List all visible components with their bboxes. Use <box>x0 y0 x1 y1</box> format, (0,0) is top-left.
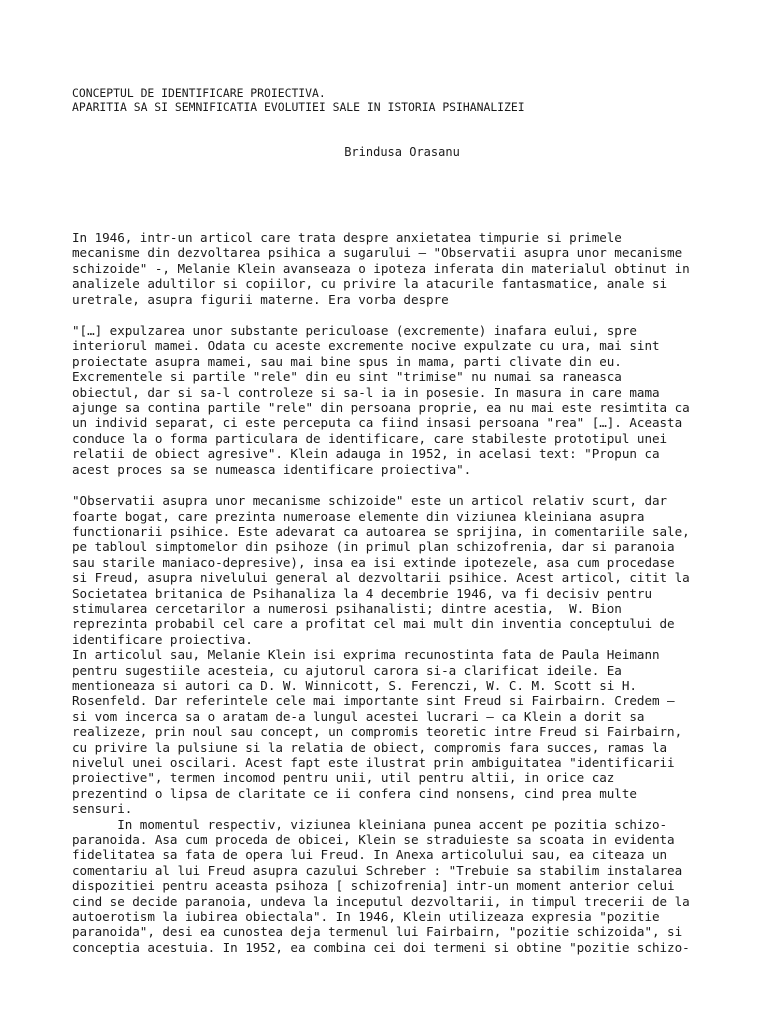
paragraph-discussion: "Observatii asupra unor mecanisme schizoide" este un articol relativ scurt, dar foarte bogat, care prezinta numeroase elemente din viziunea kleiniana asupra functionarii psihice. Este adevarat ca autoarea se sprijina, in comentariile sale, pe tabloul simptomelor din psihoze (in primul plan schizofrenia, dar si paranoia sau starile maniaco-depresive), insa ea isi extinde ipotezele, asa cum procedase si Freud, asupra nivelului general al dezvoltarii psihice. Acest articol, citit la Societatea britanica de Psihanaliza la 4 decembrie 1946, va fi decisiv pentru stimularea cercetarilor a numerosi psihanalisti; dintre acestia, W. Bion reprezinta probabil cel care a profitat cel mai mult din inventia conceptului de identificare proiectiva. In articolul sau, Melanie Klein isi exprima recunostinta fata de Paula Heimann pentru sugestiile acesteia, cu ajutorul carora si-a clarificat ideile. Ea mentioneaza si autori ca D. W. Winnicott, S. Ferenczi, W. C. M. Scott si H. Rosenfeld. Dar referintele cele mai importante sint Freud si Fairbairn. Credem – si vom incerca sa o aratam de-a lungul acestei lucrari – ca Klein a dorit sa realizeze, prin noul sau concept, un compromis teoretic intre Freud si Fairbairn, cu privire la pulsiune si la relatia de obiect, compromis fara succes, ramas la nivelul unei oscilari. Acest fapt este ilustrat prin ambiguitatea "identificarii proiective", termen incomod pentru unii, util pentru altii, in orice caz prezentind o lipsa de claritate ce ii confera cind nonsens, cind prea multe sensuri. In momentul respectiv, viziunea kleiniana punea accent pe pozitia schizo- paranoida. Asa cum proceda de obicei, Klein se straduieste sa scoata in evidenta fidelitatea sa fata de opera lui Freud. In Anexa articolului sau, ea citeaza un comentariu al lui Freud asupra cazului Schreber : "Trebuie sa stabilim instalarea dispozitiei pentru aceasta psihoza [ schizofrenia] intr-un moment anterior celui cind se decide paranoia, undeva la inceputul dezvoltarii, in timpul trecerii de la autoerotism la iubirea obiectala". In 1946, Klein utilizeaza expresia "pozitie paranoida", desi ea cunostea deja termenul lui Fairbairn, "pozitie schizoida", si conceptia acestuia. In 1952, ea combina cei doi termeni si obtine "pozitie schizo- <box>72 493 690 955</box>
paragraph-quote: "[…] expulzarea unor substante periculoase (excremente) inafara eului, spre interiorul mamei. Odata cu aceste excremente nocive expulzate cu ura, mai sint proiectate asupra mamei, sau mai bine spus in mama, parti clivate din eu. Excrementele si partile "rele" din eu sint "trimise" nu numai sa raneasca obiectul, dar si sa-l controleze si sa-l ia in posesie. In masura in care mama ajunge sa contina partile "rele" din persoana proprie, ea nu mai este resimtita ca un individ separat, ci este perceputa ca fiind insasi persoana "rea" […]. Aceasta conduce la o forma particulara de identificare, care stabileste prototipul unei relatii de obiect agresive". Klein adauga in 1952, in acelasi text: "Propun ca acest proces sa se numeasca identificare proiectiva". <box>72 323 690 477</box>
paragraph-intro: In 1946, intr-un articol care trata despre anxietatea timpurie si primele mecanisme din dezvoltarea psihica a sugarului – "Observatii asupra unor mecanisme schizoide" -, Melanie Klein avanseaza o ipoteza inferata din materialul obtinut in analizele adultilor si copiilor, cu privire la atacurile fantasmatice, anale si uretrale, asupra figurii materne. Era vorba despre <box>72 230 690 307</box>
title-line-1: CONCEPTUL DE IDENTIFICARE PROIECTIVA. <box>72 86 326 100</box>
title-line-2: APARITIA SA SI SEMNIFICATIA EVOLUTIEI SALE IN ISTORIA PSIHANALIZEI <box>72 100 525 114</box>
paragraph-gap <box>72 477 724 493</box>
document-body <box>72 230 724 955</box>
title-block <box>72 86 525 114</box>
author-name: Brindusa Orasanu <box>344 145 460 159</box>
paragraph-gap <box>72 307 724 323</box>
